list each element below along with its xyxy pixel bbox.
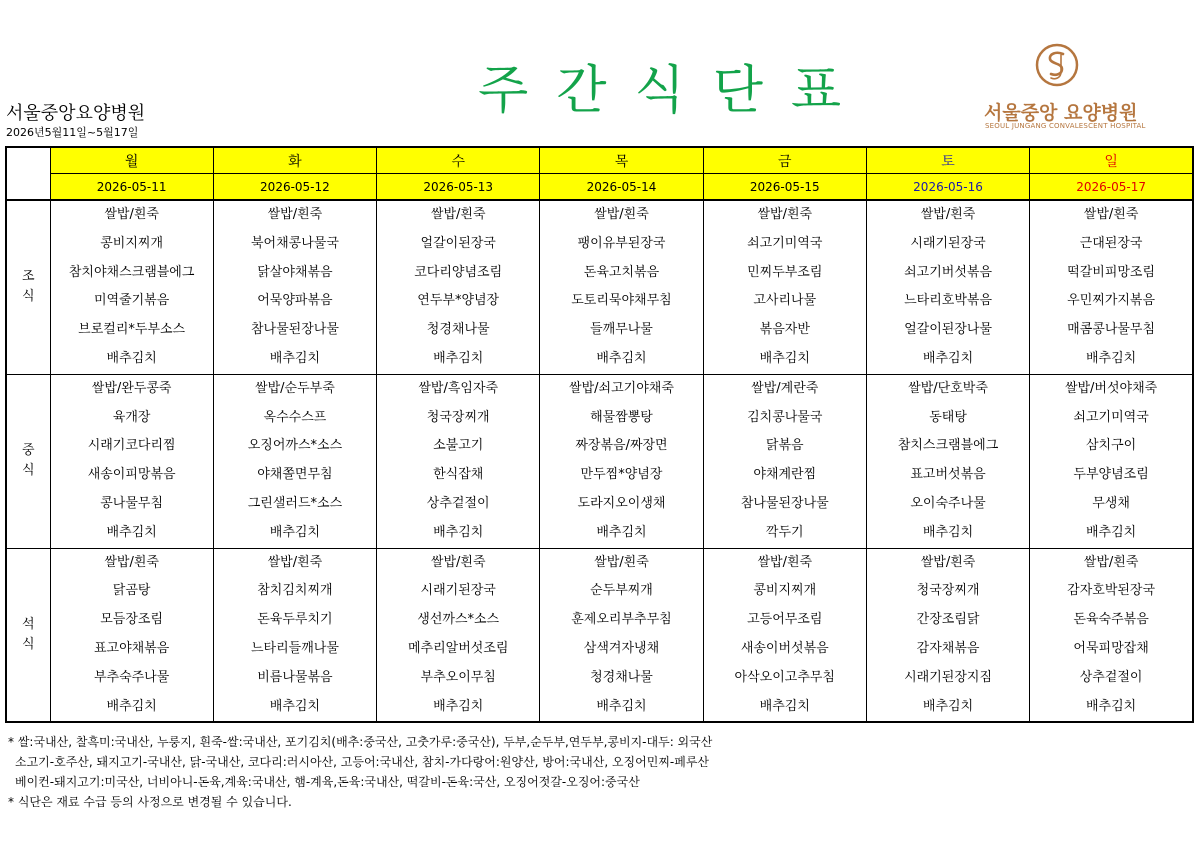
meal-label-char: 중: [21, 443, 35, 459]
menu-cell: [213, 200, 376, 374]
menu-item: 청국장찌개: [916, 583, 980, 599]
menu-item: 훈제오리부추무침: [571, 612, 672, 628]
menu-item: 배추김치: [433, 524, 484, 540]
menu-item: 배추김치: [106, 350, 157, 366]
menu-item: 삼치구이: [1085, 438, 1137, 454]
menu-item: 삼색겨자냉채: [583, 640, 660, 656]
logo-korean-name: 서울중앙 요양병원: [984, 102, 1138, 124]
menu-item: 감자호박된장국: [1067, 583, 1156, 599]
menu-item: 근대된장국: [1079, 235, 1143, 251]
menu-cell: [866, 548, 1029, 722]
menu-item: 쌀밥/흰죽: [430, 554, 486, 570]
menu-item: 상추겉절이: [426, 495, 490, 511]
menu-item: 배추김치: [596, 698, 647, 714]
menu-item: 쌀밥/버섯야채죽: [1064, 380, 1158, 396]
menu-item: 표고버섯볶음: [910, 467, 986, 483]
menu-cell: [540, 200, 703, 374]
menu-item: 쇠고기미역국: [1073, 409, 1149, 425]
menu-item: 돈육두루치기: [257, 612, 333, 628]
menu-cell: [1030, 374, 1193, 548]
menu-item: 우민찌가지볶음: [1067, 293, 1156, 309]
menu-item: 모듬장조림: [100, 612, 164, 628]
menu-cell: [866, 200, 1029, 374]
menu-item: 연두부*양념장: [417, 293, 500, 309]
note-line: 소고기-호주산, 돼지고기-국내산, 닭-국내산, 코다리:러시아산, 고등어:국내산, 참치-가다랑어:원양산, 방어:국내산, 오징어민찌-페루산: [15, 755, 710, 769]
menu-item: 배추김치: [269, 350, 321, 366]
menu-item: 돈육고치볶음: [583, 264, 660, 280]
menu-item: 닭곰탕: [112, 583, 151, 599]
menu-item: 쌀밥/완두콩죽: [91, 380, 172, 396]
menu-item: 감자채볶음: [916, 640, 980, 656]
menu-item: 소불고기: [433, 438, 484, 454]
menu-item: 들깨무나물: [590, 322, 653, 338]
menu-item: 팽이유부된장국: [577, 235, 666, 251]
day-header-row: [6, 147, 1193, 174]
menu-item: 배추김치: [106, 698, 157, 714]
menu-item: 어묵양파볶음: [257, 293, 333, 309]
menu-item: 콩나물무침: [100, 495, 164, 511]
menu-item: 북어채콩나물국: [250, 235, 339, 251]
menu-item: 그린샐러드*소스: [247, 495, 343, 511]
menu-cell: [50, 200, 213, 374]
menu-cell: [866, 374, 1029, 548]
menu-item: 시래기된장국: [420, 583, 496, 599]
menu-item: 느타리호박볶음: [904, 293, 992, 309]
menu-item: 어묵피망잡채: [1073, 640, 1149, 656]
menu-item: 쌀밥/흰죽: [430, 207, 486, 222]
menu-item: 만두찜*양념장: [580, 467, 663, 483]
menu-item: 미역줄기볶음: [93, 293, 170, 309]
date-header-row: [6, 174, 1193, 201]
menu-item: 참치스크램블에그: [897, 438, 999, 454]
meal-label-char: 식: [21, 463, 35, 479]
menu-item: 한식잡채: [433, 467, 484, 483]
menu-item: 배추김치: [433, 350, 484, 366]
menu-item: 표고야채볶음: [93, 640, 170, 656]
menu-item: 쌀밥/계란죽: [751, 380, 819, 396]
menu-item: 쌀밥/흰죽: [1083, 207, 1139, 222]
menu-item: 아삭오이고추무침: [734, 669, 835, 685]
menu-item: 배추김치: [1085, 524, 1137, 540]
menu-item: 쇠고기버섯볶음: [904, 264, 992, 280]
menu-item: 쌀밥/흰죽: [104, 554, 159, 570]
menu-item: 쌀밥/흰죽: [594, 554, 649, 570]
day-date-tue: 2026-05-12: [213, 174, 376, 201]
menu-item: 부추숙주나물: [93, 669, 170, 685]
day-date-wed: 2026-05-13: [377, 174, 540, 201]
menu-item: 쇠고기미역국: [747, 235, 823, 251]
menu-item: 무생채: [1092, 495, 1130, 511]
menu-item: 메추리알버섯조림: [407, 640, 509, 656]
menu-item: 동태탕: [929, 409, 967, 425]
menu-item: 청경채나물: [426, 322, 490, 338]
menu-item: 쌀밥/흑임자죽: [418, 380, 499, 396]
menu-item: 생선까스*소스: [417, 612, 500, 628]
origin-notes: [8, 732, 712, 812]
meal-label-breakfast: [6, 200, 50, 374]
date-range: 2026년5월11일~5월17일: [6, 126, 139, 139]
menu-cell: [50, 548, 213, 722]
menu-item: 콩비지찌개: [100, 235, 164, 251]
menu-item: 고사리나물: [753, 293, 817, 309]
menu-item: 코다리양념조림: [414, 264, 503, 280]
meal-label-char: 석: [21, 616, 35, 632]
menu-item: 순두부찌개: [590, 583, 653, 599]
menu-item: 참나물된장나물: [740, 495, 829, 511]
meal-label-dinner: [6, 548, 50, 722]
menu-item: 해물짬뽕탕: [590, 409, 653, 425]
menu-item: 배추김치: [433, 698, 484, 714]
menu-cell: [1030, 548, 1193, 722]
menu-item: 매콤콩나물무침: [1067, 322, 1156, 338]
menu-item: 육개장: [112, 409, 151, 425]
menu-cell: [213, 374, 376, 548]
meal-row-lunch: [6, 374, 1193, 548]
menu-item: 배추김치: [1085, 350, 1137, 366]
menu-item: 새송이피망볶음: [87, 467, 176, 483]
menu-cell: [50, 374, 213, 548]
day-name-sat: 토: [866, 147, 1029, 174]
menu-item: 배추김치: [922, 524, 974, 540]
menu-item: 청경채나물: [590, 669, 653, 685]
menu-item: 고등어무조림: [747, 612, 823, 628]
menu-item: 상추겉절이: [1079, 669, 1143, 685]
menu-item: 쌀밥/흰죽: [757, 207, 813, 222]
day-date-thu: 2026-05-14: [540, 174, 703, 201]
menu-item: 배추김치: [759, 350, 810, 366]
day-name-wed: 수: [377, 147, 540, 174]
menu-cell: [1030, 200, 1193, 374]
meal-row-dinner: [6, 548, 1193, 722]
day-name-thu: 목: [540, 147, 703, 174]
day-date-sat: 2026-05-16: [866, 174, 1029, 201]
day-name-tue: 화: [213, 147, 376, 174]
menu-item: 쌀밥/흰죽: [1083, 554, 1139, 570]
day-name-sun: 일: [1030, 147, 1193, 174]
menu-item: 배추김치: [596, 350, 647, 366]
menu-item: 배추김치: [106, 524, 157, 540]
menu-cell: [703, 548, 866, 722]
logo-emblem-icon: [1034, 42, 1080, 88]
menu-item: 간장조림닭: [916, 612, 980, 628]
menu-cell: [377, 374, 540, 548]
menu-item: 떡갈비피망조림: [1067, 264, 1156, 280]
menu-item: 느타리들깨나물: [250, 640, 339, 656]
menu-item: 깍두기: [765, 524, 804, 540]
menu-item: 새송이버섯볶음: [740, 640, 829, 656]
menu-item: 볶음자반: [759, 322, 810, 338]
menu-item: 야채쫄면무침: [257, 467, 333, 483]
meal-row-breakfast: [6, 200, 1193, 374]
table-corner: [6, 147, 50, 200]
menu-item: 쌀밥/흰죽: [757, 554, 813, 570]
day-date-fri: 2026-05-15: [703, 174, 866, 201]
hospital-logo: [978, 42, 1148, 134]
note-line: * 식단은 재료 수급 등의 사정으로 변경될 수 있습니다.: [8, 795, 292, 809]
menu-cell: [377, 548, 540, 722]
menu-cell: [703, 374, 866, 548]
menu-item: 참치야채스크램블에그: [68, 264, 195, 280]
menu-item: 브로컬리*두부소스: [78, 322, 186, 338]
menu-item: 배추김치: [1085, 698, 1137, 714]
menu-item: 도토리묵야채무침: [571, 293, 672, 309]
menu-item: 시래기된장국: [910, 235, 986, 251]
meal-label-char: 조: [21, 269, 35, 285]
page-title: 주간식단표: [478, 61, 870, 121]
menu-item: 쌀밥/쇠고기야채죽: [569, 380, 674, 396]
menu-item: 부추오이무침: [420, 669, 496, 685]
meal-label-lunch: [6, 374, 50, 548]
menu-item: 옥수수스프: [263, 409, 327, 425]
menu-item: 닭살야채볶음: [257, 264, 333, 280]
menu-item: 배추김치: [922, 350, 974, 366]
menu-item: 콩비지찌개: [753, 583, 817, 599]
meal-label-char: 식: [21, 636, 35, 652]
menu-item: 쌀밥/흰죽: [920, 554, 976, 570]
hospital-name: 서울중앙요양병원: [6, 103, 146, 124]
day-date-mon: 2026-05-11: [50, 174, 213, 201]
menu-cell: [213, 548, 376, 722]
weekly-menu-table: [5, 146, 1194, 723]
menu-item: 돈육숙주볶음: [1073, 612, 1149, 628]
menu-cell: [540, 374, 703, 548]
menu-item: 김치콩나물국: [747, 409, 823, 425]
day-date-sun: 2026-05-17: [1030, 174, 1193, 201]
menu-item: 쌀밥/흰죽: [267, 554, 323, 570]
menu-item: 배추김치: [922, 698, 974, 714]
menu-cell: [703, 200, 866, 374]
menu-item: 참나물된장나물: [250, 322, 339, 338]
menu-item: 쌀밥/흰죽: [594, 207, 649, 222]
menu-item: 오징어까스*소스: [247, 438, 343, 454]
menu-item: 청국장찌개: [426, 409, 490, 425]
menu-item: 민찌두부조림: [747, 264, 823, 280]
menu-item: 야채계란찜: [753, 467, 817, 483]
menu-item: 쌀밥/흰죽: [104, 207, 159, 222]
day-name-fri: 금: [703, 147, 866, 174]
menu-item: 참치김치찌개: [257, 583, 333, 599]
menu-item: 쌀밥/흰죽: [267, 207, 323, 222]
menu-item: 시래기된장지짐: [904, 669, 992, 685]
menu-item: 도라지오이생채: [577, 495, 666, 511]
menu-item: 쌀밥/단호박죽: [908, 380, 988, 396]
menu-cell: [540, 548, 703, 722]
menu-item: 배추김치: [759, 698, 810, 714]
note-line: 베이컨-돼지고기:미국산, 너비아니-돈육,계육:국내산, 햄-계육,돈육:국내산, 떡갈비-돈육:국산, 오징어젓갈-오징어:중국산: [15, 775, 640, 789]
menu-cell: [377, 200, 540, 374]
menu-item: 쌀밥/흰죽: [920, 207, 976, 222]
day-name-mon: 월: [50, 147, 213, 174]
menu-item: 짜장볶음/짜장면: [575, 438, 668, 454]
menu-item: 얼갈이된장나물: [904, 322, 992, 338]
menu-item: 배추김치: [269, 524, 321, 540]
note-line: * 쌀:국내산, 찰흑미:국내산, 누룽지, 흰죽-쌀:국내산, 포기김치(배추:중국산, 고춧가루:중국산), 두부,순두부,연두부,콩비지-대두: 외국산: [8, 735, 713, 749]
menu-item: 두부양념조림: [1073, 467, 1149, 483]
meal-label-char: 식: [21, 289, 35, 305]
menu-item: 시래기코다리찜: [87, 438, 176, 454]
menu-item: 오이숙주나물: [910, 495, 986, 511]
menu-item: 쌀밥/순두부죽: [255, 380, 335, 396]
menu-item: 배추김치: [269, 698, 321, 714]
menu-item: 배추김치: [596, 524, 647, 540]
menu-item: 얼갈이된장국: [420, 235, 496, 251]
menu-item: 닭볶음: [765, 438, 804, 454]
logo-english-name: SEOUL JUNGANG CONVALESCENT HOSPITAL: [985, 122, 1146, 130]
menu-item: 비름나물볶음: [257, 669, 333, 685]
